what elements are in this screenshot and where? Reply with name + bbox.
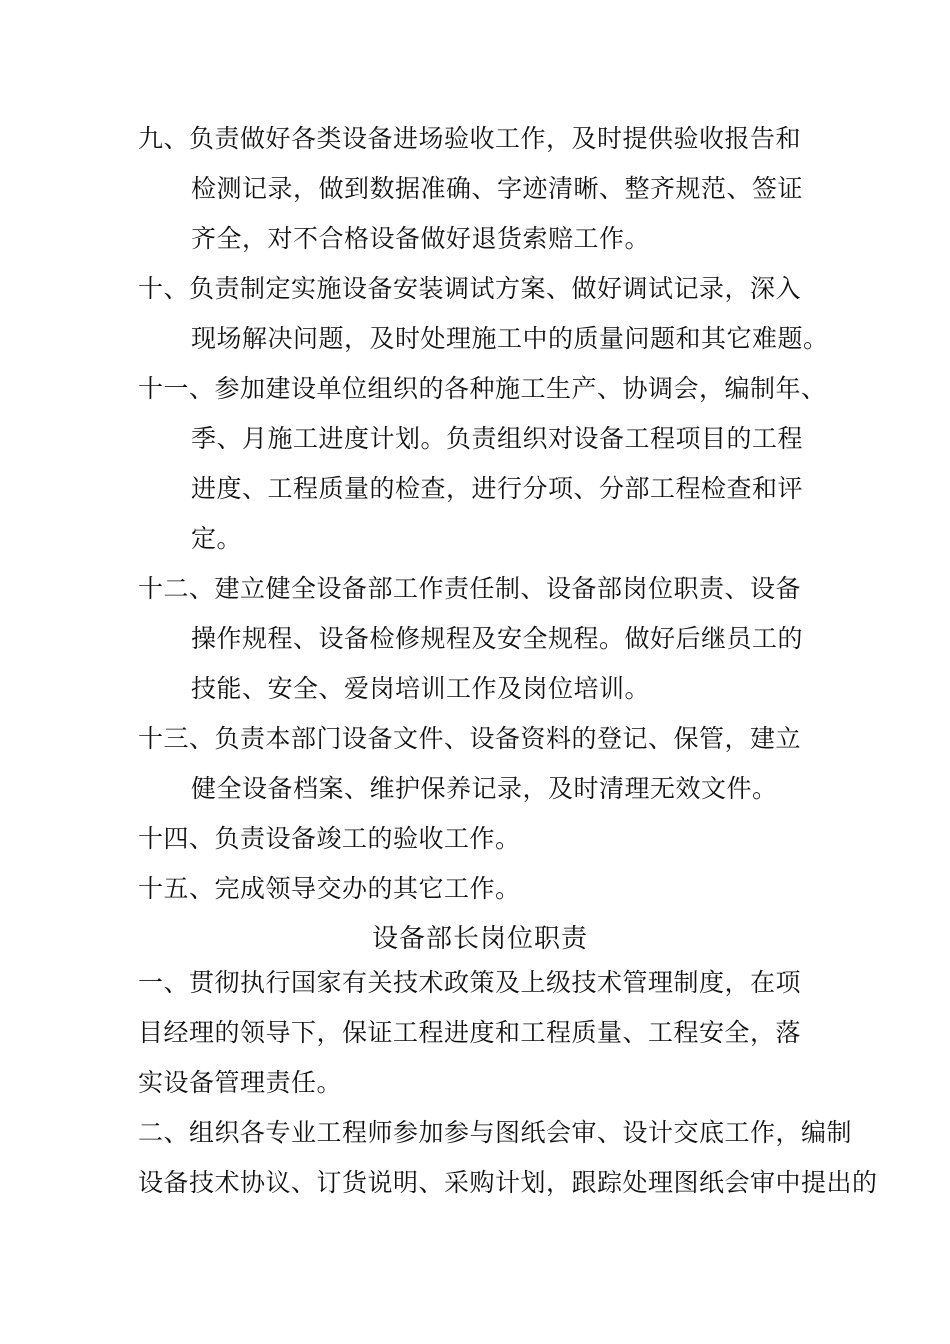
item-12-line-2: 操作规程、设备检修规程及安全规程。做好后继员工的	[191, 624, 804, 653]
item-9-line-1: 九、负责做好各类设备进场验收工作，及时提供验收报告和	[138, 124, 802, 153]
item-12-line-3: 技能、安全、爱岗培训工作及岗位培训。	[191, 674, 651, 703]
item-9-line-2: 检测记录，做到数据准确、字迹清晰、整齐规范、签证	[191, 174, 804, 203]
duty-1-line-1: 一、贯彻执行国家有关技术政策及上级技术管理制度，在项	[138, 968, 802, 997]
item-15-line-1: 十五、完成领导交办的其它工作。	[138, 874, 521, 903]
item-11-line-3: 进度、工程质量的检查，进行分项、分部工程检查和评	[191, 474, 804, 503]
item-11-line-4: 定。	[191, 524, 243, 553]
duty-1-line-2: 目经理的领导下，保证工程进度和工程质量、工程安全，落	[138, 1018, 802, 1047]
item-11-line-1: 十一、参加建设单位组织的各种施工生产、协调会，编制年、	[138, 374, 827, 403]
section-title: 设备部长岗位职责	[371, 924, 588, 954]
duty-2-line-1: 二、组织各专业工程师参加参与图纸会审、设计交底工作，编制	[138, 1118, 853, 1147]
duty-2-line-2: 设备技术协议、订货说明、采购计划，跟踪处理图纸会审中提出的	[138, 1168, 878, 1197]
item-13-line-2: 健全设备档案、维护保养记录，及时清理无效文件。	[191, 774, 778, 803]
item-10-line-1: 十、负责制定实施设备安装调试方案、做好调试记录，深入	[138, 274, 802, 303]
item-10-line-2: 现场解决问题，及时处理施工中的质量问题和其它难题。	[191, 324, 829, 353]
item-12-line-1: 十二、建立健全设备部工作责任制、设备部岗位职责、设备	[138, 574, 802, 603]
item-9-line-3: 齐全，对不合格设备做好退货索赔工作。	[191, 224, 651, 253]
duty-1-line-3: 实设备管理责任。	[138, 1068, 343, 1097]
item-14-line-1: 十四、负责设备竣工的验收工作。	[138, 824, 521, 853]
item-11-line-2: 季、月施工进度计划。负责组织对设备工程项目的工程	[191, 424, 804, 453]
item-13-line-1: 十三、负责本部门设备文件、设备资料的登记、保管，建立	[138, 724, 802, 753]
